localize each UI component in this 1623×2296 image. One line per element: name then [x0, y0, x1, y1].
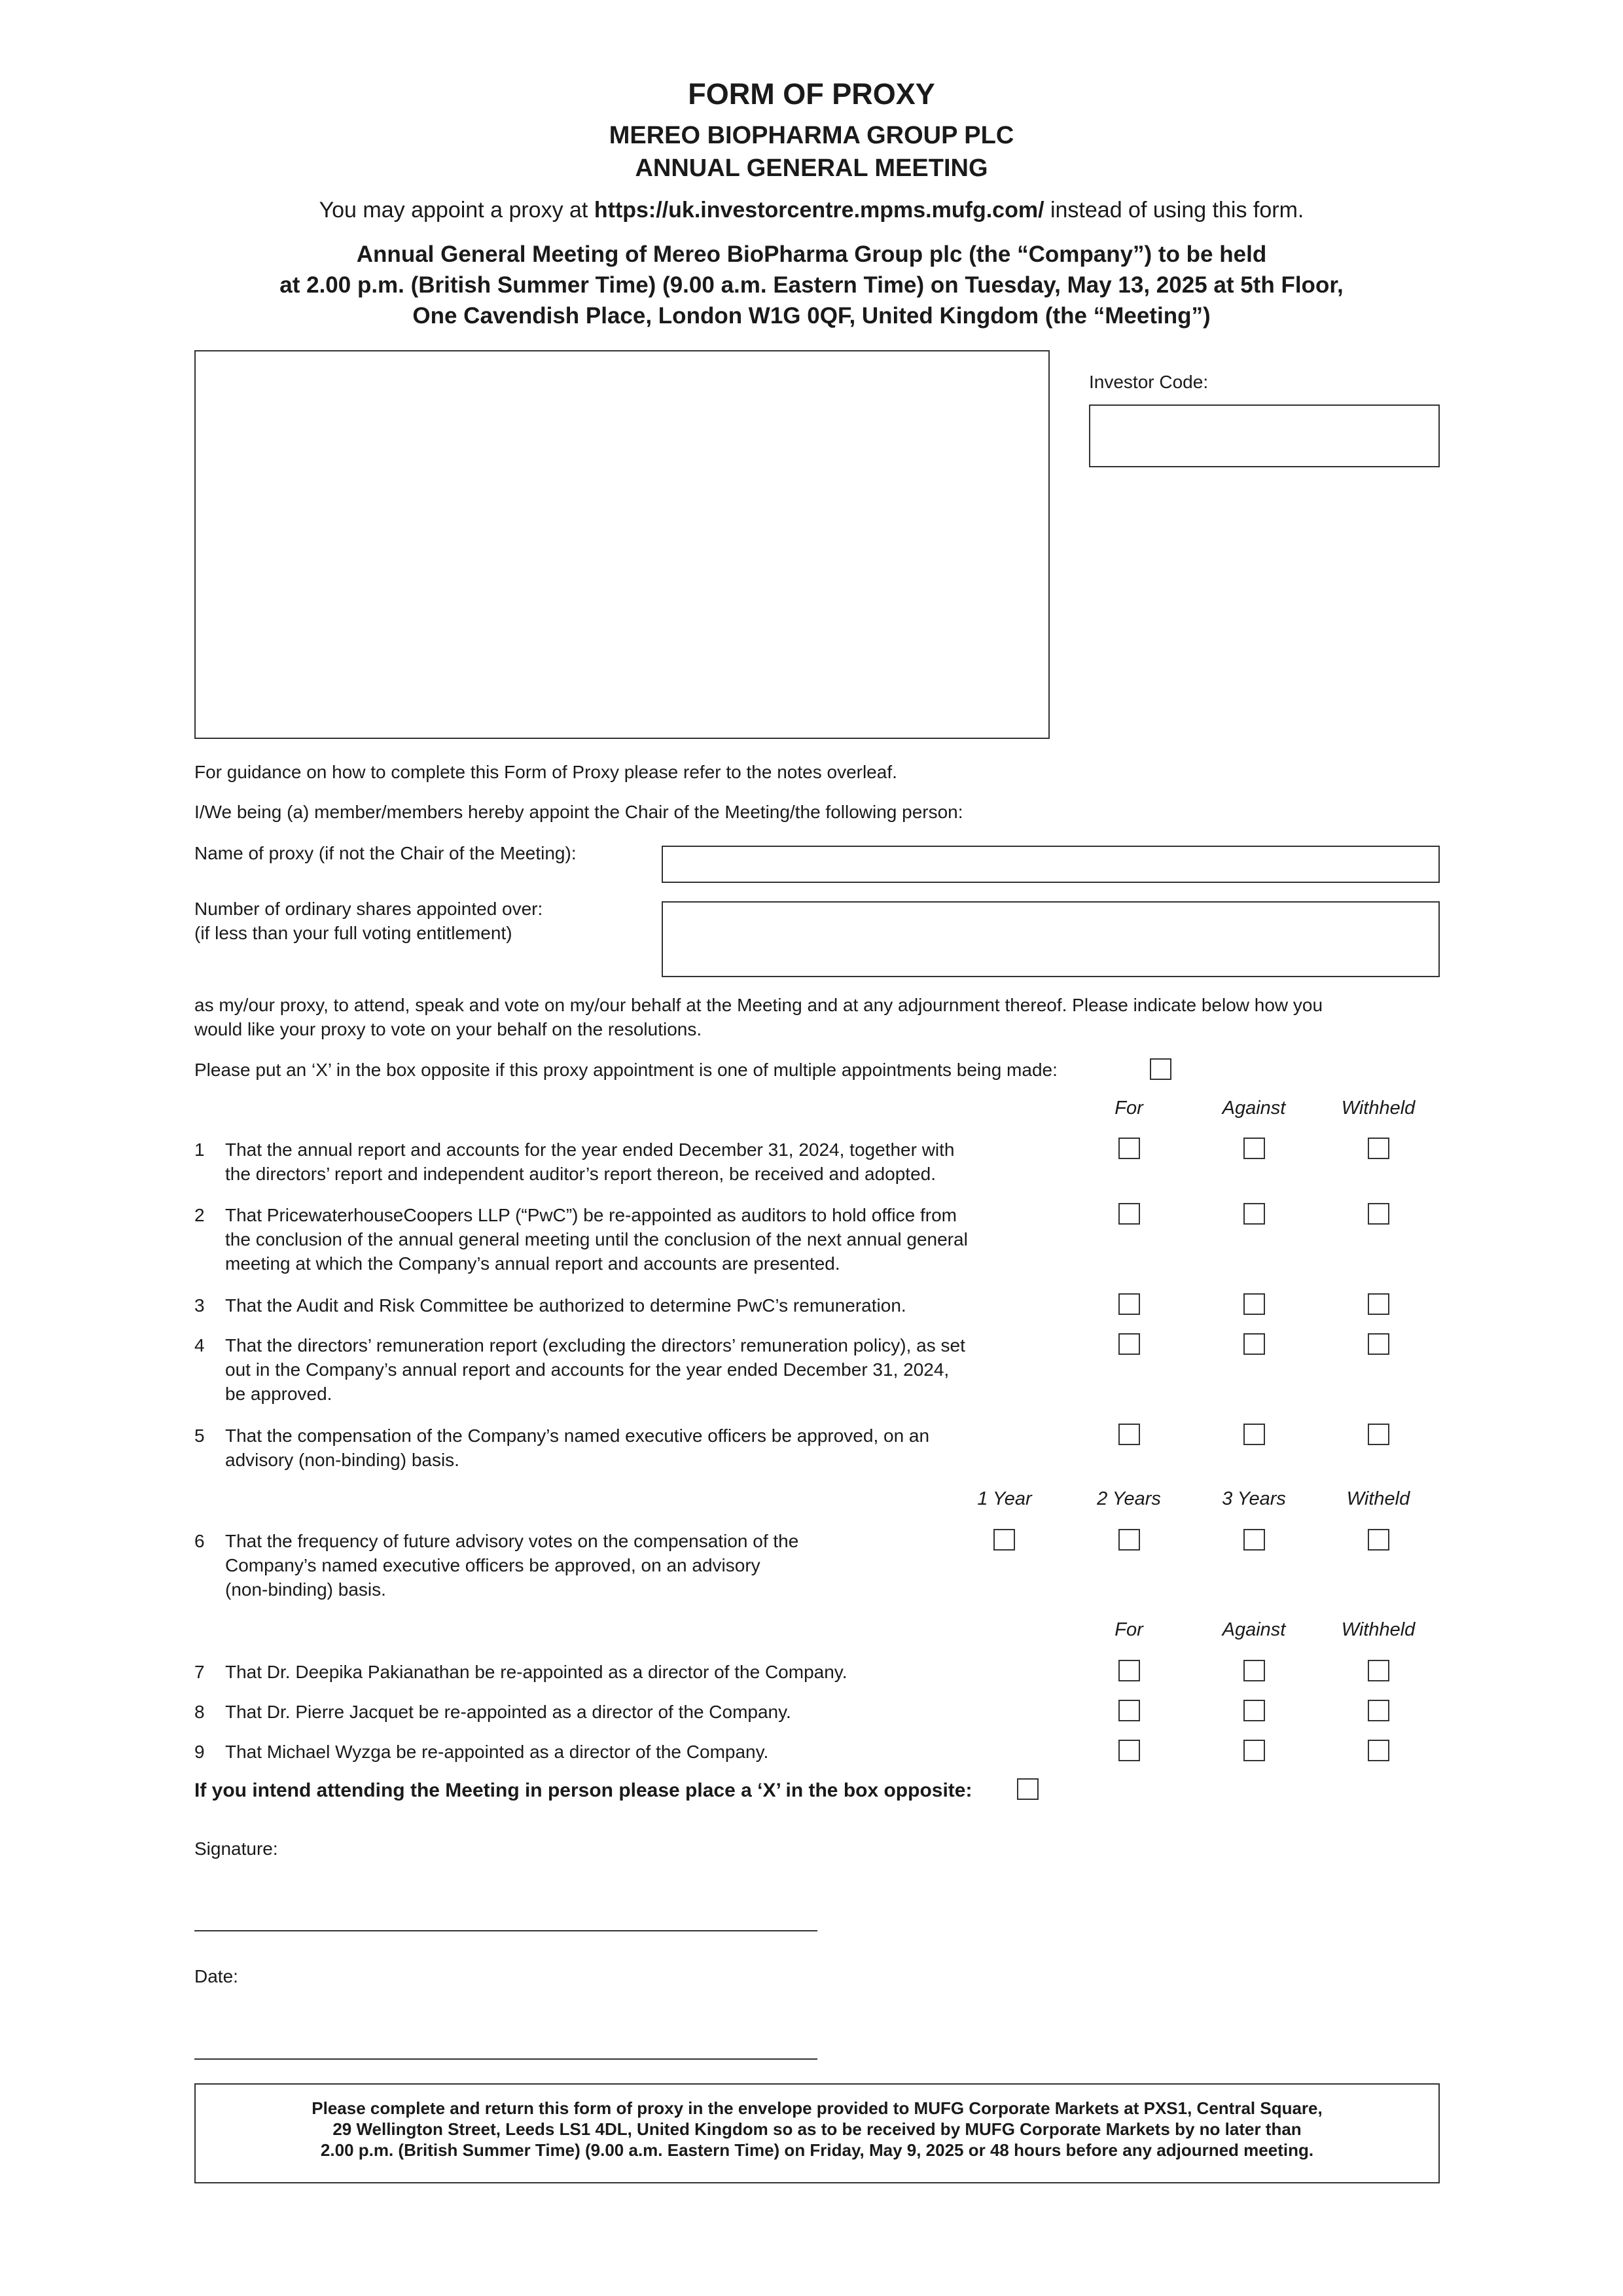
col-for-2: For: [1115, 1619, 1143, 1640]
resolution-5-against-checkbox[interactable]: [1243, 1424, 1265, 1445]
investor-code-field[interactable]: [1089, 404, 1440, 467]
attend-in-person-checkbox[interactable]: [1017, 1778, 1039, 1800]
resolution-5-number: 5: [194, 1426, 205, 1446]
resolution-2-line: That PricewaterhouseCoopers LLP (“PwC”) be re-appointed as auditors to hold office from: [225, 1205, 957, 1225]
multiple-appointments-text: Please put an ‘X’ in the box opposite if this proxy appointment is one of multiple appointments being made:: [194, 1060, 1058, 1080]
resolution-6-2-years-checkbox[interactable]: [1118, 1529, 1140, 1551]
meeting-line-3: One Cavendish Place, London W1G 0QF, United Kingdom (the “Meeting”): [412, 303, 1211, 329]
resolution-1-text: [225, 1138, 1056, 1186]
resolution-4-line: be approved.: [225, 1384, 332, 1404]
shares-label-line-2: (if less than your full voting entitlement): [194, 923, 512, 943]
proxy-authority-line-1: as my/our proxy, to attend, speak and vote on my/our behalf at the Meeting and at any adjournment thereof. Please indicate below how you: [194, 995, 1323, 1015]
resolution-2-line: meeting at which the Company’s annual report and accounts are presented.: [225, 1253, 840, 1274]
investor-centre-link[interactable]: https://uk.investorcentre.mpms.mufg.com/: [594, 198, 1044, 223]
resolution-7-withheld-checkbox[interactable]: [1368, 1660, 1389, 1681]
date-line[interactable]: [194, 2058, 817, 2060]
resolution-5-text: [225, 1424, 1056, 1472]
resolution-5-line: advisory (non-binding) basis.: [225, 1450, 459, 1470]
resolution-3-line: That the Audit and Risk Committee be authorized to determine PwC’s remuneration.: [225, 1295, 906, 1316]
resolution-1-withheld-checkbox[interactable]: [1368, 1138, 1389, 1159]
resolution-7-for-checkbox[interactable]: [1118, 1660, 1140, 1681]
attend-in-person-text: If you intend attending the Meeting in person please place a ‘X’ in the box opposite:: [194, 1780, 972, 1801]
resolution-4-for-checkbox[interactable]: [1118, 1333, 1140, 1355]
resolution-1-number: 1: [194, 1139, 205, 1160]
resolution-2-against-checkbox[interactable]: [1243, 1203, 1265, 1225]
proxy-authority-text: [194, 993, 1451, 1041]
resolution-6-withheld-checkbox[interactable]: [1368, 1529, 1389, 1551]
resolution-8-against-checkbox[interactable]: [1243, 1700, 1265, 1721]
col-against-2: Against: [1222, 1619, 1286, 1640]
appoint-text: I/We being (a) member/members hereby appoint the Chair of the Meeting/the following person:: [194, 802, 963, 822]
appoint-suffix: instead of using this form.: [1050, 198, 1304, 223]
resolution-2-text: [225, 1203, 1056, 1276]
col-2-years: 2 Years: [1097, 1488, 1161, 1509]
resolution-2-line: the conclusion of the annual general meeting until the conclusion of the next annual general: [225, 1229, 968, 1249]
resolution-9-text: [225, 1740, 1056, 1764]
col-withheld-2: Withheld: [1341, 1619, 1416, 1640]
resolution-9-against-checkbox[interactable]: [1243, 1740, 1265, 1761]
resolution-2-number: 2: [194, 1205, 205, 1225]
resolution-8-text: [225, 1700, 1056, 1724]
multiple-appointments-checkbox[interactable]: [1150, 1058, 1171, 1080]
proxy-name-label: Name of proxy (if not the Chair of the Meeting):: [194, 843, 577, 863]
appoint-online-line: [0, 198, 1623, 223]
resolution-3-number: 3: [194, 1295, 205, 1316]
resolution-9-withheld-checkbox[interactable]: [1368, 1740, 1389, 1761]
proxy-authority-line-2: would like your proxy to vote on your behalf on the resolutions.: [194, 1019, 702, 1039]
resolution-2-withheld-checkbox[interactable]: [1368, 1203, 1389, 1225]
resolution-1-line: That the annual report and accounts for the year ended December 31, 2024, together with: [225, 1139, 955, 1160]
resolution-6-number: 6: [194, 1531, 205, 1551]
resolution-3-for-checkbox[interactable]: [1118, 1293, 1140, 1315]
resolution-8-withheld-checkbox[interactable]: [1368, 1700, 1389, 1721]
resolution-7-number: 7: [194, 1662, 205, 1682]
resolution-7-text: [225, 1660, 1056, 1684]
col-3-years: 3 Years: [1222, 1488, 1286, 1509]
resolution-5-for-checkbox[interactable]: [1118, 1424, 1140, 1445]
resolution-8-for-checkbox[interactable]: [1118, 1700, 1140, 1721]
shareholder-address-box: [194, 350, 1050, 739]
col-against: Against: [1222, 1098, 1286, 1119]
resolution-2-for-checkbox[interactable]: [1118, 1203, 1140, 1225]
resolution-4-text: [225, 1333, 1056, 1406]
resolution-4-line: out in the Company’s annual report and accounts for the year ended December 31, 2024,: [225, 1359, 950, 1380]
resolution-8-number: 8: [194, 1702, 205, 1722]
resolution-6-1-year-checkbox[interactable]: [993, 1529, 1015, 1551]
resolution-7-against-checkbox[interactable]: [1243, 1660, 1265, 1681]
resolution-6-text: [225, 1529, 912, 1602]
resolution-1-for-checkbox[interactable]: [1118, 1138, 1140, 1159]
return-instructions-box: [194, 2083, 1440, 2183]
resolution-8-line: That Dr. Pierre Jacquet be re-appointed as a director of the Company.: [225, 1702, 791, 1722]
meeting-type: ANNUAL GENERAL MEETING: [635, 154, 988, 182]
signature-label: Signature:: [194, 1839, 278, 1859]
proxy-name-field[interactable]: [662, 846, 1440, 883]
investor-code-label: Investor Code:: [1089, 372, 1209, 392]
resolution-6-3-years-checkbox[interactable]: [1243, 1529, 1265, 1551]
shares-value: [663, 903, 1438, 921]
return-instructions-line-1: Please complete and return this form of proxy in the envelope provided to MUFG Corporate Markets at PXS1, Central Square,: [312, 2098, 1323, 2118]
resolution-6-line: Company’s named executive officers be approved, on an advisory: [225, 1555, 760, 1575]
return-instructions-line-2: 29 Wellington Street, Leeds LS1 4DL, United Kingdom so as to be received by MUFG Corporate Markets by no later than: [332, 2119, 1302, 2139]
investor-code-value: [1090, 406, 1438, 432]
shares-label-line-1: Number of ordinary shares appointed over:: [194, 899, 543, 919]
resolution-3-withheld-checkbox[interactable]: [1368, 1293, 1389, 1315]
meeting-line-1: Annual General Meeting of Mereo BioPharma Group plc (the “Company”) to be held: [356, 242, 1267, 267]
resolution-5-withheld-checkbox[interactable]: [1368, 1424, 1389, 1445]
company-name: MEREO BIOPHARMA GROUP PLC: [609, 122, 1014, 149]
return-instructions-line-3: 2.00 p.m. (British Summer Time) (9.00 a.m. Eastern Time) on Friday, May 9, 2025 or 48 hours before any adjourned meeting.: [320, 2140, 1314, 2160]
proxy-name-value: [663, 847, 1438, 857]
resolution-4-against-checkbox[interactable]: [1243, 1333, 1265, 1355]
shares-field[interactable]: [662, 901, 1440, 977]
resolution-1-line: the directors’ report and independent auditor’s report thereon, be received and adopted.: [225, 1164, 936, 1184]
shares-label: [194, 897, 543, 945]
resolution-9-for-checkbox[interactable]: [1118, 1740, 1140, 1761]
guidance-text: For guidance on how to complete this Form of Proxy please refer to the notes overleaf.: [194, 762, 897, 782]
meeting-line-2: at 2.00 p.m. (British Summer Time) (9.00 a.m. Eastern Time) on Tuesday, May 13, 2025 at 5th Floor,: [279, 272, 1344, 298]
meeting-details: [0, 239, 1623, 331]
resolution-9-number: 9: [194, 1742, 205, 1762]
col-1-year: 1 Year: [977, 1488, 1032, 1509]
resolution-9-line: That Michael Wyzga be re-appointed as a director of the Company.: [225, 1742, 769, 1762]
resolution-4-withheld-checkbox[interactable]: [1368, 1333, 1389, 1355]
form-title: FORM OF PROXY: [688, 77, 935, 111]
col-withheld: Withheld: [1341, 1098, 1416, 1119]
resolution-7-line: That Dr. Deepika Pakianathan be re-appointed as a director of the Company.: [225, 1662, 847, 1682]
resolution-4-number: 4: [194, 1335, 205, 1355]
resolution-1-against-checkbox[interactable]: [1243, 1138, 1265, 1159]
resolution-6-line: That the frequency of future advisory votes on the compensation of the: [225, 1531, 799, 1551]
resolution-5-line: That the compensation of the Company’s named executive officers be approved, on an: [225, 1426, 930, 1446]
date-label: Date:: [194, 1966, 238, 1986]
col-freq-withheld: Witheld: [1346, 1488, 1410, 1509]
col-for: For: [1115, 1098, 1143, 1119]
appoint-prefix: You may appoint a proxy at: [319, 198, 588, 223]
resolution-6-line: (non-binding) basis.: [225, 1579, 386, 1600]
signature-line[interactable]: [194, 1930, 817, 1931]
resolution-4-line: That the directors’ remuneration report (excluding the directors’ remuneration policy), as set: [225, 1335, 965, 1355]
resolution-3-text: [225, 1293, 1056, 1318]
resolution-3-against-checkbox[interactable]: [1243, 1293, 1265, 1315]
